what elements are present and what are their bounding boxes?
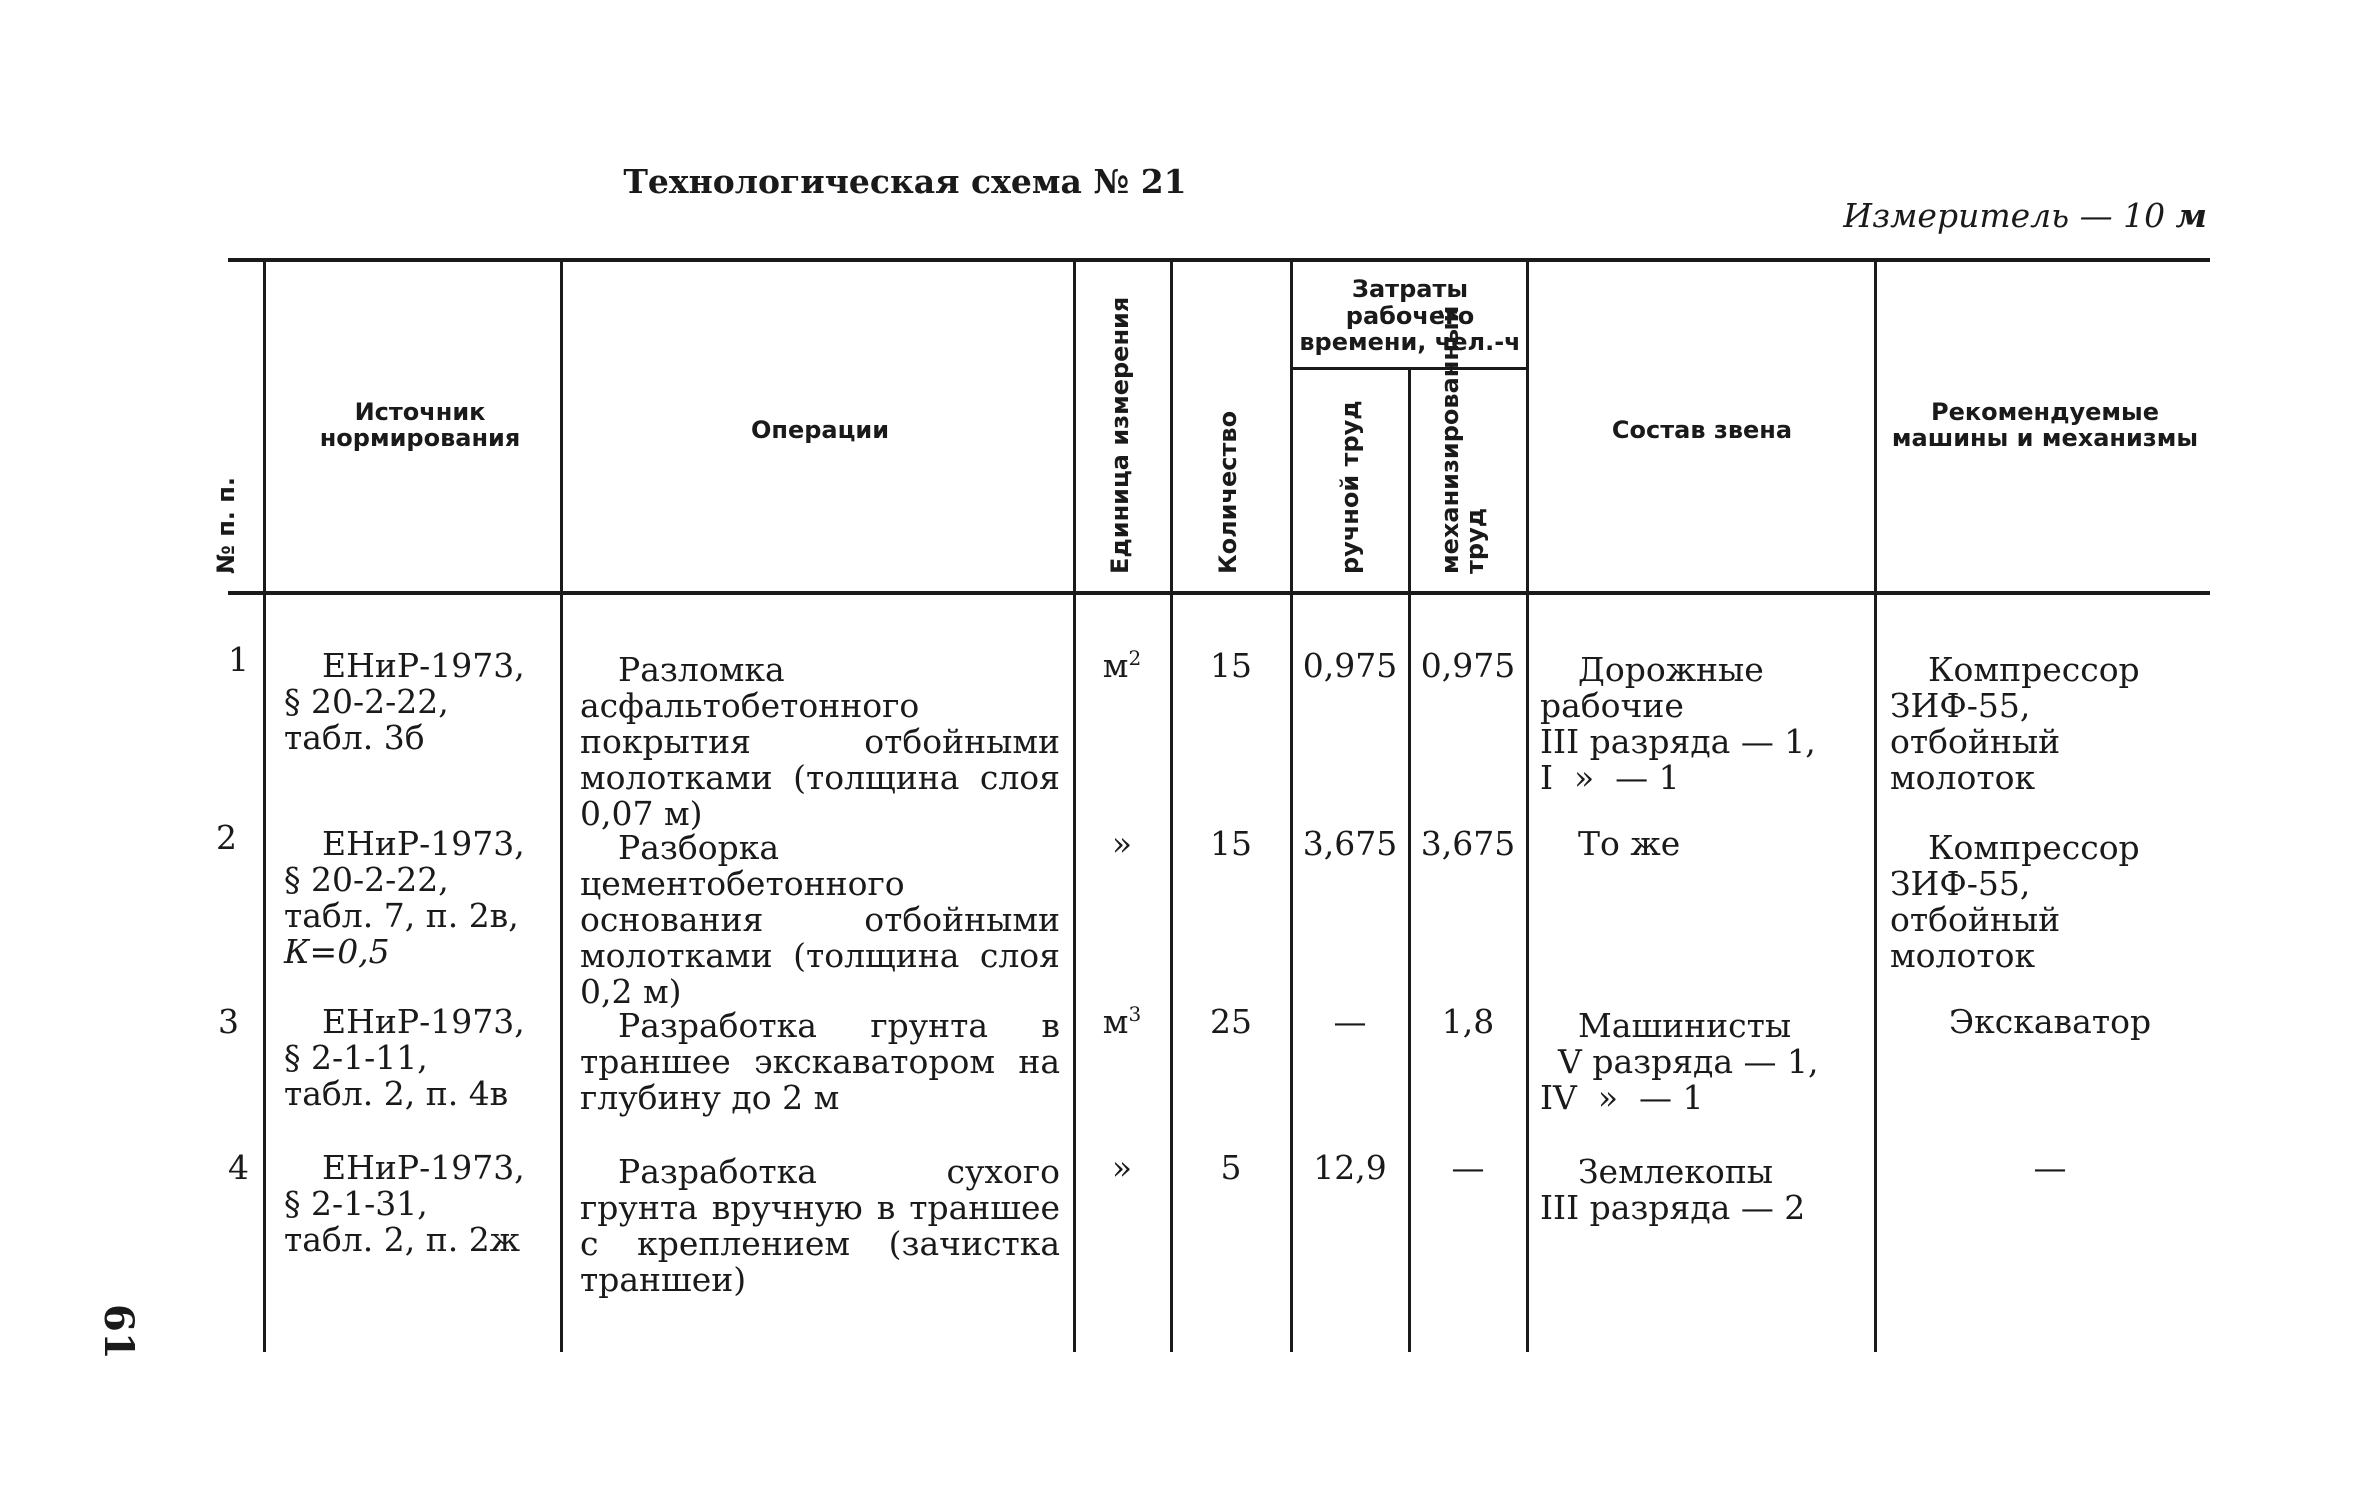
row-1-source <box>284 648 554 756</box>
col-divider <box>1526 262 1529 1352</box>
row-1-operation: Разломка асфальтобетонного покрытия отбойными молотками (толщина слоя 0,07 м) <box>580 650 1060 833</box>
header-crew: Состав звена <box>1611 415 1793 444</box>
row-3-quantity: 25 <box>1210 1002 1252 1041</box>
row-1-crew-line: Дорожные рабочие <box>1540 650 1764 725</box>
row-2-unit: » <box>1111 824 1133 863</box>
row-1-manual: 0,975 <box>1302 646 1398 685</box>
row-3-source-line: ЕНиР-1973, <box>322 1002 525 1041</box>
table-top-rule <box>228 258 2210 262</box>
col-divider <box>1290 262 1293 1352</box>
row-1-machines: Компрессор ЗИФ-55, отбойный молоток <box>1890 650 2140 797</box>
row-2-crew-line: То же <box>1578 824 1681 863</box>
row-2-quantity: 15 <box>1210 824 1252 863</box>
row-2-mechanized: 3,675 <box>1420 824 1516 863</box>
row-4-quantity: 5 <box>1220 1148 1242 1187</box>
row-2-source-line: ЕНиР-1973, <box>322 824 525 863</box>
row-3-num: 3 <box>218 1002 239 1041</box>
row-4-crew <box>1540 1154 1870 1226</box>
header-mechanized <box>1436 305 1490 574</box>
row-1-source-line: ЕНиР-1973, <box>322 646 525 685</box>
row-3-crew-line: V разряда — 1, <box>1558 1042 1819 1081</box>
row-2-machines: Компрессор ЗИФ-55, отбойный молоток <box>1890 828 2140 975</box>
row-2-source-line: § 20-2-22, <box>284 860 449 899</box>
row-3-source-line: табл. 2, п. 4в <box>284 1074 509 1113</box>
col-divider <box>1874 262 1877 1352</box>
row-1-num: 1 <box>228 640 249 679</box>
row-4-machines: — <box>2033 1148 2067 1187</box>
col-divider <box>263 262 266 1352</box>
page-title: Технологическая схема № 21 <box>623 162 1187 201</box>
row-1-crew-line: I » — 1 <box>1540 758 1680 797</box>
row-1-quantity: 15 <box>1210 646 1252 685</box>
table-header-rule <box>228 591 2210 595</box>
row-3-unit: $м^3$ <box>1102 1002 1142 1041</box>
col-divider <box>1170 262 1173 1352</box>
row-3-mechanized: 1,8 <box>1441 1002 1495 1041</box>
row-2-source-line: табл. 7, п. 2в, <box>284 896 519 935</box>
row-3-crew-line: Машинисты <box>1578 1006 1792 1045</box>
col-divider <box>1408 368 1411 1352</box>
header-mechanized-text: механизированный труд <box>1436 305 1490 574</box>
measure-unit-label <box>1843 196 2207 235</box>
row-2-operation: Разборка цементобетонного основания отбойными молотками (толщина слоя 0,2 м) <box>580 828 1060 1011</box>
row-1-crew-line: III разряда — 1, <box>1540 722 1816 761</box>
header-manual: ручной труд <box>1336 400 1364 574</box>
row-1-mechanized: 0,975 <box>1420 646 1516 685</box>
header-source: Источник нормирования <box>319 397 521 452</box>
header-operations: Операции <box>750 415 890 444</box>
row-4-mechanized: — <box>1451 1148 1485 1187</box>
row-4-source-line: ЕНиР-1973, <box>322 1148 525 1187</box>
row-3-crew <box>1540 1008 1870 1116</box>
measure-label: Измеритель — 10 <box>1843 196 2166 235</box>
row-4-source-line: табл. 2, п. 2ж <box>284 1220 521 1259</box>
col-divider <box>560 262 563 1352</box>
row-2-source <box>284 826 554 970</box>
row-4-unit: » <box>1111 1148 1133 1187</box>
row-4-num: 4 <box>228 1148 249 1187</box>
row-2-source-line: К=0,5 <box>284 932 390 971</box>
row-3-source-line: § 2-1-11, <box>284 1038 428 1077</box>
row-2-num: 2 <box>216 818 237 857</box>
row-1-crew <box>1540 652 1870 796</box>
row-4-crew-line: Землекопы <box>1578 1152 1774 1191</box>
row-2-crew <box>1540 826 1870 862</box>
row-4-crew-line: III разряда — 2 <box>1540 1188 1806 1227</box>
row-3-operation: Разработка грунта в траншее экскаватором на глубину до 2 м <box>580 1006 1060 1117</box>
row-3-crew-line: IV » — 1 <box>1540 1078 1704 1117</box>
row-1-source-line: § 20-2-22, <box>284 682 449 721</box>
row-1-source-line: табл. 3б <box>284 718 425 757</box>
row-4-source-line: § 2-1-31, <box>284 1184 428 1223</box>
row-2-manual: 3,675 <box>1302 824 1398 863</box>
row-3-machines: Экскаватор <box>1948 1002 2152 1041</box>
col-divider <box>1073 262 1076 1352</box>
row-4-operation: Разработка сухого грунта вручную в траншее с креплением (зачистка траншеи) <box>580 1152 1060 1299</box>
header-quantity: Количество <box>1214 410 1242 574</box>
header-num: № п. п. <box>212 477 240 574</box>
header-machines: Рекомендуемые машины и механизмы <box>1891 397 2199 452</box>
row-3-source <box>284 1004 554 1112</box>
header-unit: Единица измерения <box>1106 296 1134 574</box>
row-4-source <box>284 1150 554 1258</box>
row-3-manual: — <box>1333 1002 1367 1041</box>
header-time-cost: Затраты рабочего времени, чел.-ч <box>1299 275 1521 357</box>
page-number: 61 <box>95 1304 142 1360</box>
row-4-manual: 12,9 <box>1313 1148 1387 1187</box>
row-1-unit: $м^2$ <box>1102 646 1142 685</box>
measure-unit: м <box>2175 196 2207 235</box>
